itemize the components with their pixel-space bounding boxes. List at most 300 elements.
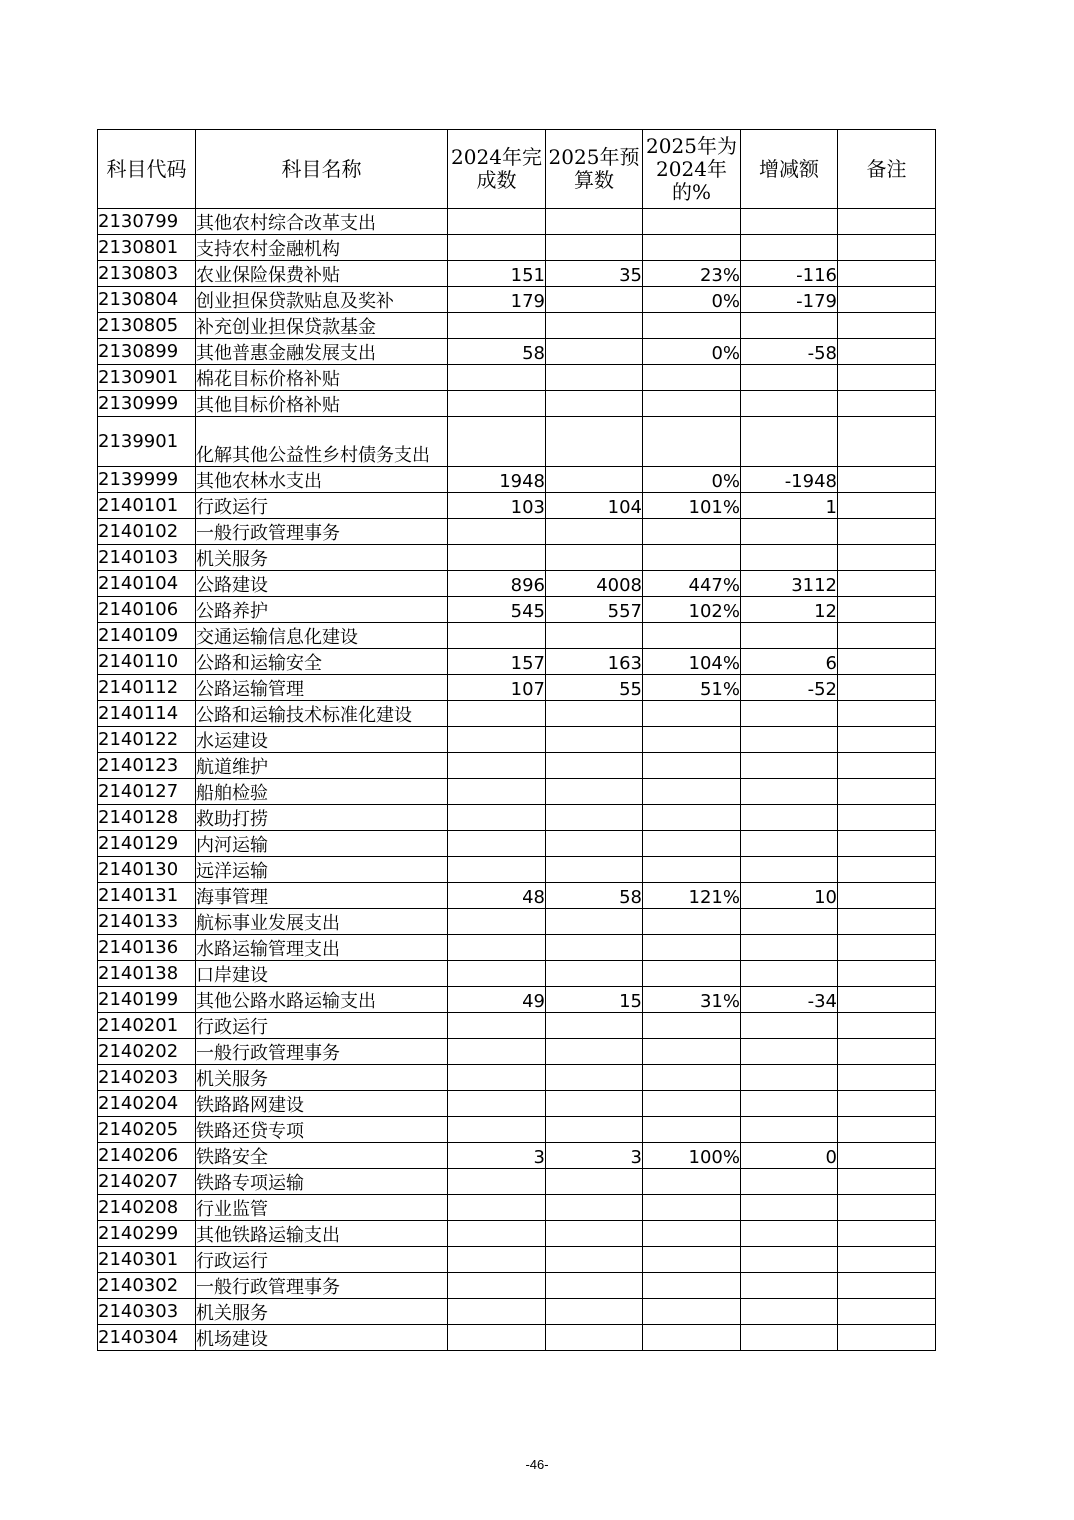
table-row: [98, 493, 936, 519]
cell-change: [741, 935, 838, 961]
cell-ratio: 31%: [643, 987, 741, 1013]
cell-budget-2025: [546, 519, 643, 545]
header-completed-2024: 2024年完成数: [448, 130, 546, 209]
cell-remark: [838, 727, 936, 753]
cell-remark: [838, 287, 936, 313]
cell-code: 2140102: [98, 519, 196, 545]
table-row: [98, 1143, 936, 1169]
cell-completed-2024: [448, 1195, 546, 1221]
cell-name: 海事管理: [196, 883, 448, 909]
cell-name: 公路运输管理: [196, 675, 448, 701]
cell-change: -179: [741, 287, 838, 313]
cell-remark: [838, 779, 936, 805]
cell-change: [741, 857, 838, 883]
cell-code: 2140204: [98, 1091, 196, 1117]
cell-remark: [838, 597, 936, 623]
cell-change: [741, 1169, 838, 1195]
cell-budget-2025: 163: [546, 649, 643, 675]
cell-ratio: [643, 805, 741, 831]
cell-code: 2140201: [98, 1013, 196, 1039]
cell-change: [741, 1091, 838, 1117]
cell-code: 2140110: [98, 649, 196, 675]
cell-code: 2130804: [98, 287, 196, 313]
cell-code: 2140138: [98, 961, 196, 987]
cell-completed-2024: [448, 753, 546, 779]
cell-name: 行业监管: [196, 1195, 448, 1221]
cell-name: 机场建设: [196, 1325, 448, 1351]
table-row: [98, 1091, 936, 1117]
cell-name: 其他农林水支出: [196, 467, 448, 493]
cell-ratio: 121%: [643, 883, 741, 909]
cell-name: 行政运行: [196, 1013, 448, 1039]
cell-completed-2024: [448, 727, 546, 753]
cell-change: [741, 1247, 838, 1273]
cell-change: [741, 1065, 838, 1091]
cell-change: [741, 779, 838, 805]
cell-completed-2024: [448, 1091, 546, 1117]
cell-change: [741, 417, 838, 467]
cell-code: 2140122: [98, 727, 196, 753]
table-row: [98, 519, 936, 545]
cell-remark: [838, 1299, 936, 1325]
cell-budget-2025: [546, 805, 643, 831]
cell-change: 6: [741, 649, 838, 675]
cell-budget-2025: [546, 727, 643, 753]
cell-completed-2024: [448, 1299, 546, 1325]
cell-remark: [838, 935, 936, 961]
header-ratio: 2025年为2024年的%: [643, 130, 741, 209]
cell-remark: [838, 519, 936, 545]
cell-ratio: 0%: [643, 467, 741, 493]
cell-name: 其他公路水路运输支出: [196, 987, 448, 1013]
cell-completed-2024: 157: [448, 649, 546, 675]
cell-completed-2024: [448, 391, 546, 417]
cell-change: -116: [741, 261, 838, 287]
cell-remark: [838, 649, 936, 675]
cell-ratio: [643, 935, 741, 961]
cell-ratio: [643, 417, 741, 467]
cell-change: -1948: [741, 467, 838, 493]
cell-budget-2025: 557: [546, 597, 643, 623]
cell-remark: [838, 623, 936, 649]
cell-code: 2140109: [98, 623, 196, 649]
cell-ratio: [643, 365, 741, 391]
cell-name: 农业保险保费补贴: [196, 261, 448, 287]
cell-code: 2140104: [98, 571, 196, 597]
cell-remark: [838, 339, 936, 365]
cell-name: 水运建设: [196, 727, 448, 753]
cell-code: 2140101: [98, 493, 196, 519]
cell-remark: [838, 417, 936, 467]
cell-remark: [838, 1117, 936, 1143]
cell-remark: [838, 857, 936, 883]
cell-completed-2024: [448, 1247, 546, 1273]
cell-budget-2025: 35: [546, 261, 643, 287]
table-row: [98, 1221, 936, 1247]
cell-budget-2025: [546, 417, 643, 467]
table-row: [98, 1117, 936, 1143]
table-row: [98, 1039, 936, 1065]
table-row: [98, 467, 936, 493]
table-row: [98, 727, 936, 753]
cell-completed-2024: 48: [448, 883, 546, 909]
cell-name: 机关服务: [196, 1299, 448, 1325]
cell-budget-2025: [546, 753, 643, 779]
cell-code: 2140133: [98, 909, 196, 935]
cell-ratio: [643, 1091, 741, 1117]
cell-completed-2024: [448, 935, 546, 961]
cell-change: [741, 391, 838, 417]
cell-code: 2140299: [98, 1221, 196, 1247]
cell-name: 口岸建设: [196, 961, 448, 987]
table-row: [98, 545, 936, 571]
table-row: [98, 261, 936, 287]
cell-code: 2130799: [98, 209, 196, 235]
cell-code: 2140207: [98, 1169, 196, 1195]
cell-change: [741, 365, 838, 391]
cell-change: [741, 831, 838, 857]
cell-remark: [838, 753, 936, 779]
table-row: [98, 597, 936, 623]
cell-ratio: [643, 961, 741, 987]
cell-change: [741, 753, 838, 779]
cell-budget-2025: [546, 779, 643, 805]
header-code: 科目代码: [98, 130, 196, 209]
table-row: [98, 1013, 936, 1039]
cell-completed-2024: [448, 545, 546, 571]
cell-change: -52: [741, 675, 838, 701]
cell-name: 交通运输信息化建设: [196, 623, 448, 649]
cell-budget-2025: [546, 1117, 643, 1143]
cell-completed-2024: 179: [448, 287, 546, 313]
cell-completed-2024: [448, 831, 546, 857]
cell-completed-2024: [448, 909, 546, 935]
cell-change: [741, 1299, 838, 1325]
cell-code: 2140303: [98, 1299, 196, 1325]
page-number: -46-: [525, 1457, 549, 1472]
cell-code: 2139901: [98, 417, 196, 467]
cell-completed-2024: [448, 1117, 546, 1143]
cell-budget-2025: 4008: [546, 571, 643, 597]
cell-ratio: [643, 1273, 741, 1299]
cell-name: 一般行政管理事务: [196, 1039, 448, 1065]
cell-completed-2024: [448, 417, 546, 467]
cell-budget-2025: [546, 287, 643, 313]
cell-completed-2024: [448, 209, 546, 235]
cell-code: 2140106: [98, 597, 196, 623]
cell-change: [741, 1195, 838, 1221]
cell-name: 补充创业担保贷款基金: [196, 313, 448, 339]
cell-code: 2140136: [98, 935, 196, 961]
cell-ratio: [643, 857, 741, 883]
cell-ratio: [643, 701, 741, 727]
cell-code: 2140103: [98, 545, 196, 571]
cell-remark: [838, 493, 936, 519]
cell-remark: [838, 467, 936, 493]
cell-budget-2025: 104: [546, 493, 643, 519]
table-row: [98, 857, 936, 883]
cell-change: [741, 1221, 838, 1247]
cell-name: 创业担保贷款贴息及奖补: [196, 287, 448, 313]
cell-change: [741, 1117, 838, 1143]
cell-name: 公路和运输技术标准化建设: [196, 701, 448, 727]
cell-budget-2025: 15: [546, 987, 643, 1013]
cell-name: 内河运输: [196, 831, 448, 857]
header-change: 增减额: [741, 130, 838, 209]
cell-change: [741, 209, 838, 235]
cell-remark: [838, 313, 936, 339]
cell-completed-2024: [448, 1325, 546, 1351]
cell-remark: [838, 675, 936, 701]
table-body: [98, 209, 936, 1351]
cell-remark: [838, 701, 936, 727]
cell-ratio: [643, 391, 741, 417]
cell-ratio: [643, 1221, 741, 1247]
table-row: [98, 831, 936, 857]
table-row: [98, 313, 936, 339]
cell-ratio: [643, 545, 741, 571]
cell-ratio: [643, 1247, 741, 1273]
cell-ratio: [643, 831, 741, 857]
cell-completed-2024: [448, 313, 546, 339]
cell-remark: [838, 1065, 936, 1091]
table-row: [98, 883, 936, 909]
table-row: [98, 1247, 936, 1273]
cell-ratio: [643, 1039, 741, 1065]
table-row: [98, 1299, 936, 1325]
cell-completed-2024: [448, 623, 546, 649]
table-row: [98, 339, 936, 365]
cell-remark: [838, 1013, 936, 1039]
cell-budget-2025: [546, 209, 643, 235]
cell-remark: [838, 571, 936, 597]
table-row: [98, 675, 936, 701]
cell-ratio: 101%: [643, 493, 741, 519]
cell-change: 1: [741, 493, 838, 519]
cell-name: 船舶检验: [196, 779, 448, 805]
cell-completed-2024: [448, 1065, 546, 1091]
table-row: [98, 1065, 936, 1091]
cell-completed-2024: [448, 1273, 546, 1299]
cell-code: 2130901: [98, 365, 196, 391]
table-row: [98, 909, 936, 935]
cell-change: [741, 805, 838, 831]
cell-budget-2025: [546, 935, 643, 961]
cell-name: 机关服务: [196, 545, 448, 571]
cell-change: [741, 961, 838, 987]
cell-remark: [838, 1247, 936, 1273]
table-row: [98, 1169, 936, 1195]
header-budget-2025: 2025年预算数: [546, 130, 643, 209]
cell-budget-2025: [546, 1273, 643, 1299]
cell-budget-2025: [546, 1325, 643, 1351]
table-row: [98, 649, 936, 675]
budget-table: [97, 129, 936, 1351]
cell-remark: [838, 235, 936, 261]
cell-code: 2130803: [98, 261, 196, 287]
cell-budget-2025: [546, 909, 643, 935]
cell-remark: [838, 365, 936, 391]
cell-name: 一般行政管理事务: [196, 1273, 448, 1299]
cell-code: 2140304: [98, 1325, 196, 1351]
table-row: [98, 209, 936, 235]
cell-name: 其他目标价格补贴: [196, 391, 448, 417]
cell-remark: [838, 1195, 936, 1221]
cell-remark: [838, 1039, 936, 1065]
cell-name: 行政运行: [196, 1247, 448, 1273]
cell-remark: [838, 1325, 936, 1351]
cell-ratio: [643, 519, 741, 545]
cell-ratio: 100%: [643, 1143, 741, 1169]
cell-ratio: [643, 1299, 741, 1325]
cell-ratio: [643, 1117, 741, 1143]
cell-code: 2140301: [98, 1247, 196, 1273]
cell-code: 2140206: [98, 1143, 196, 1169]
cell-change: [741, 313, 838, 339]
cell-code: 2140199: [98, 987, 196, 1013]
cell-budget-2025: [546, 701, 643, 727]
cell-completed-2024: [448, 857, 546, 883]
cell-budget-2025: [546, 961, 643, 987]
cell-change: [741, 1273, 838, 1299]
cell-ratio: [643, 727, 741, 753]
cell-completed-2024: 151: [448, 261, 546, 287]
cell-budget-2025: [546, 313, 643, 339]
cell-completed-2024: 107: [448, 675, 546, 701]
cell-remark: [838, 987, 936, 1013]
cell-budget-2025: 3: [546, 1143, 643, 1169]
cell-name: 水路运输管理支出: [196, 935, 448, 961]
cell-ratio: [643, 779, 741, 805]
cell-remark: [838, 961, 936, 987]
cell-change: [741, 1013, 838, 1039]
cell-completed-2024: 896: [448, 571, 546, 597]
table-row: [98, 1195, 936, 1221]
cell-completed-2024: [448, 365, 546, 391]
cell-budget-2025: [546, 1299, 643, 1325]
cell-ratio: [643, 1013, 741, 1039]
cell-ratio: [643, 1325, 741, 1351]
cell-remark: [838, 209, 936, 235]
cell-completed-2024: 58: [448, 339, 546, 365]
cell-code: 2139999: [98, 467, 196, 493]
cell-ratio: 447%: [643, 571, 741, 597]
cell-change: [741, 1039, 838, 1065]
cell-change: [741, 701, 838, 727]
table-row: [98, 623, 936, 649]
cell-name: 铁路路网建设: [196, 1091, 448, 1117]
cell-name: 支持农村金融机构: [196, 235, 448, 261]
cell-budget-2025: 58: [546, 883, 643, 909]
cell-completed-2024: [448, 1013, 546, 1039]
cell-ratio: [643, 909, 741, 935]
cell-remark: [838, 1091, 936, 1117]
cell-ratio: [643, 623, 741, 649]
cell-change: -34: [741, 987, 838, 1013]
cell-budget-2025: [546, 1195, 643, 1221]
cell-name: 公路建设: [196, 571, 448, 597]
cell-remark: [838, 1273, 936, 1299]
table-row: [98, 417, 936, 467]
cell-change: [741, 545, 838, 571]
cell-ratio: [643, 1065, 741, 1091]
cell-name: 化解其他公益性乡村债务支出: [196, 417, 448, 467]
cell-budget-2025: [546, 1065, 643, 1091]
cell-ratio: [643, 1195, 741, 1221]
cell-name: 其他铁路运输支出: [196, 1221, 448, 1247]
table-row: [98, 365, 936, 391]
cell-completed-2024: 49: [448, 987, 546, 1013]
cell-remark: [838, 391, 936, 417]
cell-code: 2140128: [98, 805, 196, 831]
cell-code: 2140127: [98, 779, 196, 805]
cell-code: 2130899: [98, 339, 196, 365]
cell-code: 2130801: [98, 235, 196, 261]
cell-code: 2140131: [98, 883, 196, 909]
cell-code: 2140114: [98, 701, 196, 727]
cell-completed-2024: [448, 779, 546, 805]
cell-ratio: 0%: [643, 339, 741, 365]
cell-name: 救助打捞: [196, 805, 448, 831]
cell-ratio: 102%: [643, 597, 741, 623]
cell-budget-2025: 55: [546, 675, 643, 701]
cell-code: 2140302: [98, 1273, 196, 1299]
cell-remark: [838, 1221, 936, 1247]
cell-change: [741, 909, 838, 935]
table-row: [98, 235, 936, 261]
cell-name: 行政运行: [196, 493, 448, 519]
cell-code: 2140123: [98, 753, 196, 779]
cell-budget-2025: [546, 339, 643, 365]
cell-remark: [838, 1143, 936, 1169]
cell-budget-2025: [546, 1091, 643, 1117]
cell-completed-2024: [448, 961, 546, 987]
cell-change: 12: [741, 597, 838, 623]
cell-ratio: 23%: [643, 261, 741, 287]
cell-budget-2025: [546, 831, 643, 857]
cell-remark: [838, 831, 936, 857]
cell-name: 航标事业发展支出: [196, 909, 448, 935]
cell-budget-2025: [546, 545, 643, 571]
cell-budget-2025: [546, 1247, 643, 1273]
cell-ratio: [643, 209, 741, 235]
table-row: [98, 779, 936, 805]
cell-completed-2024: [448, 805, 546, 831]
cell-budget-2025: [546, 1221, 643, 1247]
cell-completed-2024: [448, 235, 546, 261]
cell-ratio: [643, 235, 741, 261]
cell-name: 一般行政管理事务: [196, 519, 448, 545]
cell-change: [741, 235, 838, 261]
cell-code: 2140208: [98, 1195, 196, 1221]
cell-budget-2025: [546, 391, 643, 417]
cell-remark: [838, 909, 936, 935]
cell-name: 其他普惠金融发展支出: [196, 339, 448, 365]
cell-name: 其他农村综合改革支出: [196, 209, 448, 235]
cell-name: 机关服务: [196, 1065, 448, 1091]
table-row: [98, 391, 936, 417]
cell-remark: [838, 1169, 936, 1195]
cell-completed-2024: [448, 519, 546, 545]
cell-completed-2024: [448, 701, 546, 727]
cell-name: 铁路专项运输: [196, 1169, 448, 1195]
cell-name: 公路和运输安全: [196, 649, 448, 675]
table-row: [98, 935, 936, 961]
cell-code: 2140202: [98, 1039, 196, 1065]
table-row: [98, 1325, 936, 1351]
cell-change: 3112: [741, 571, 838, 597]
cell-ratio: [643, 1169, 741, 1195]
